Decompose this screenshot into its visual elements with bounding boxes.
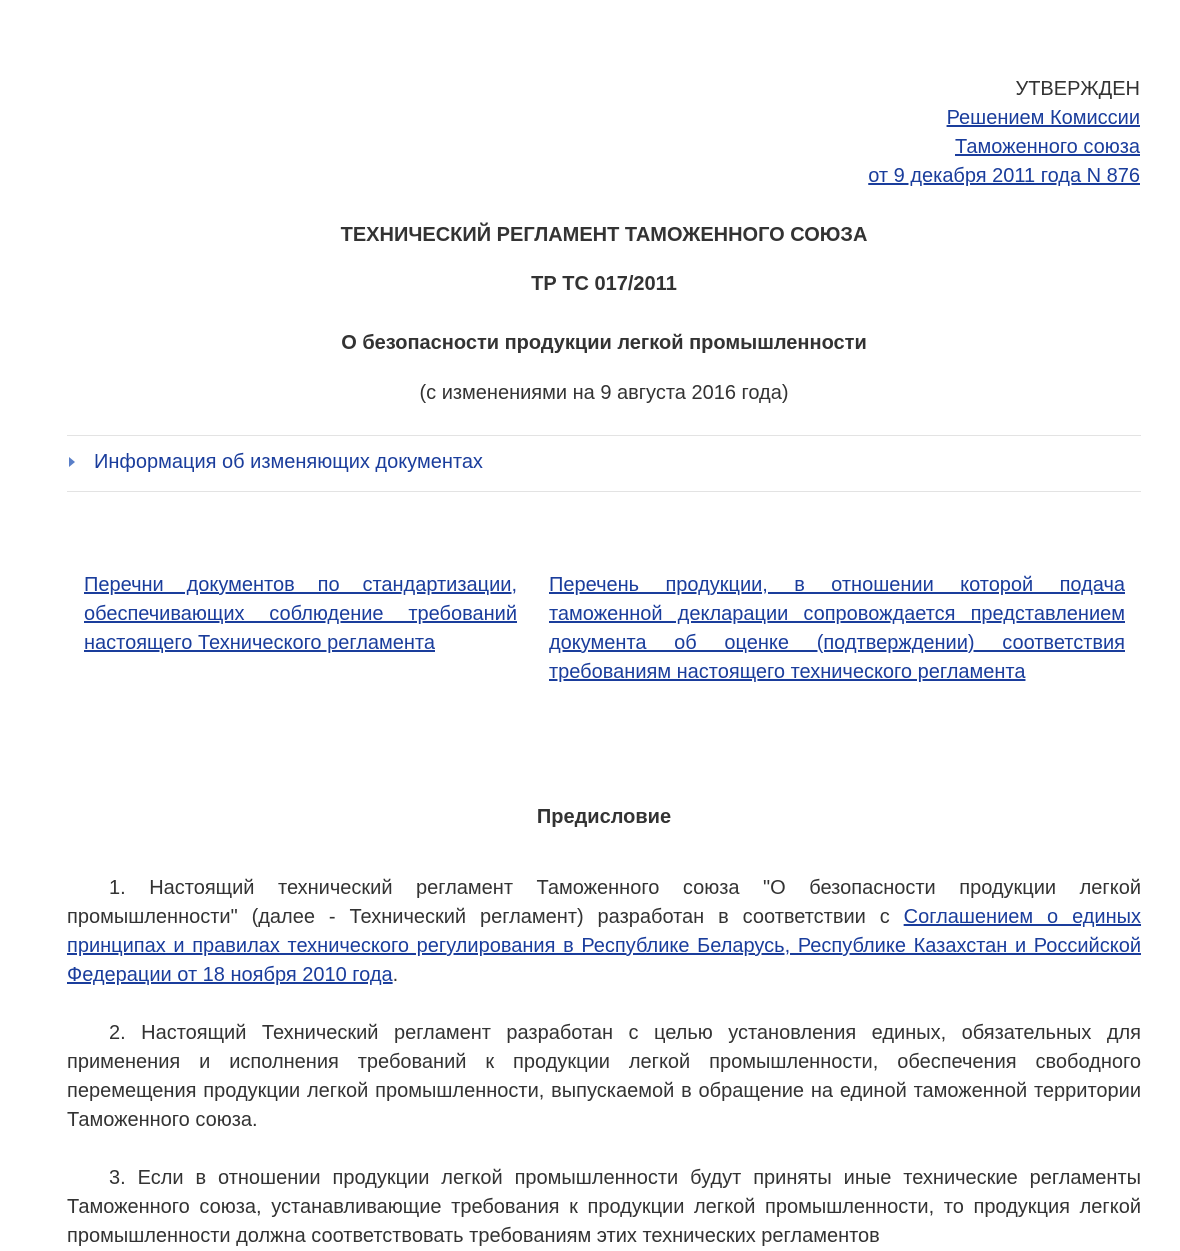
standards-list-link[interactable]: Перечни документов по стандартизации, обеспечивающих соблюдение требований настоящего Технического регламента: [84, 574, 517, 654]
document-subject: О безопасности продукции легкой промышленности: [341, 332, 867, 354]
document-code: ТР ТС 017/2011: [531, 273, 677, 295]
commission-decision-link[interactable]: Решением Комиссии: [946, 107, 1140, 129]
approval-label: УТВЕРЖДЕН: [1015, 78, 1140, 100]
preface-heading: Предисловие: [536, 806, 672, 828]
paragraph-1-text: 1. Настоящий технический регламент Таможенного союза "О безопасности продукции легкой промышленности" (далее - Технический регламент) разработан в соответствии с: [67, 877, 1141, 928]
amendments-note: (с изменениями на 9 августа 2016 года): [419, 382, 789, 404]
commission-decision-link-line2[interactable]: Таможенного союза: [955, 136, 1140, 158]
customs-products-list-link[interactable]: Перечень продукции, в отношении которой подача таможенной декларации сопровождается представлением документа об оценке (подтверждении) соответствия требованиям настоящего технического регламента: [549, 574, 1125, 683]
preface-paragraph-3: 3. Если в отношении продукции легкой промышленности будут приняты иные технические регламенты Таможенного союза, устанавливающие требования к продукции легкой промышленности, то продукция легкой промышленности должна соответствовать требованиям этих технических регламентов: [67, 1167, 1141, 1247]
amending-documents-toggle[interactable]: [67, 435, 1141, 492]
preface-paragraph-1: [67, 874, 1141, 990]
agreement-link[interactable]: Соглашением о единых принципах и правилах технического регулирования в Республике Беларусь, Республике Казахстан и Российской Федерации от 18 ноября 2010 года: [67, 906, 1142, 986]
paragraph-1-end: .: [392, 964, 399, 986]
triangle-right-icon: [69, 457, 75, 467]
approval-block: [868, 75, 1140, 191]
preface-paragraph-2: 2. Настоящий Технический регламент разработан с целью установления единых, обязательных для применения и исполнения требований к продукции легкой промышленности, обеспечения свободного перемещения продукции легкой промышленности, выпускаемой в обращение на единой таможенной территории Таможенного союза.: [67, 1022, 1141, 1131]
amending-documents-label[interactable]: Информация об изменяющих документах: [94, 451, 483, 473]
commission-decision-date-link[interactable]: от 9 декабря 2011 года N 876: [868, 165, 1140, 187]
document-title: ТЕХНИЧЕСКИЙ РЕГЛАМЕНТ ТАМОЖЕННОГО СОЮЗА: [340, 224, 868, 246]
